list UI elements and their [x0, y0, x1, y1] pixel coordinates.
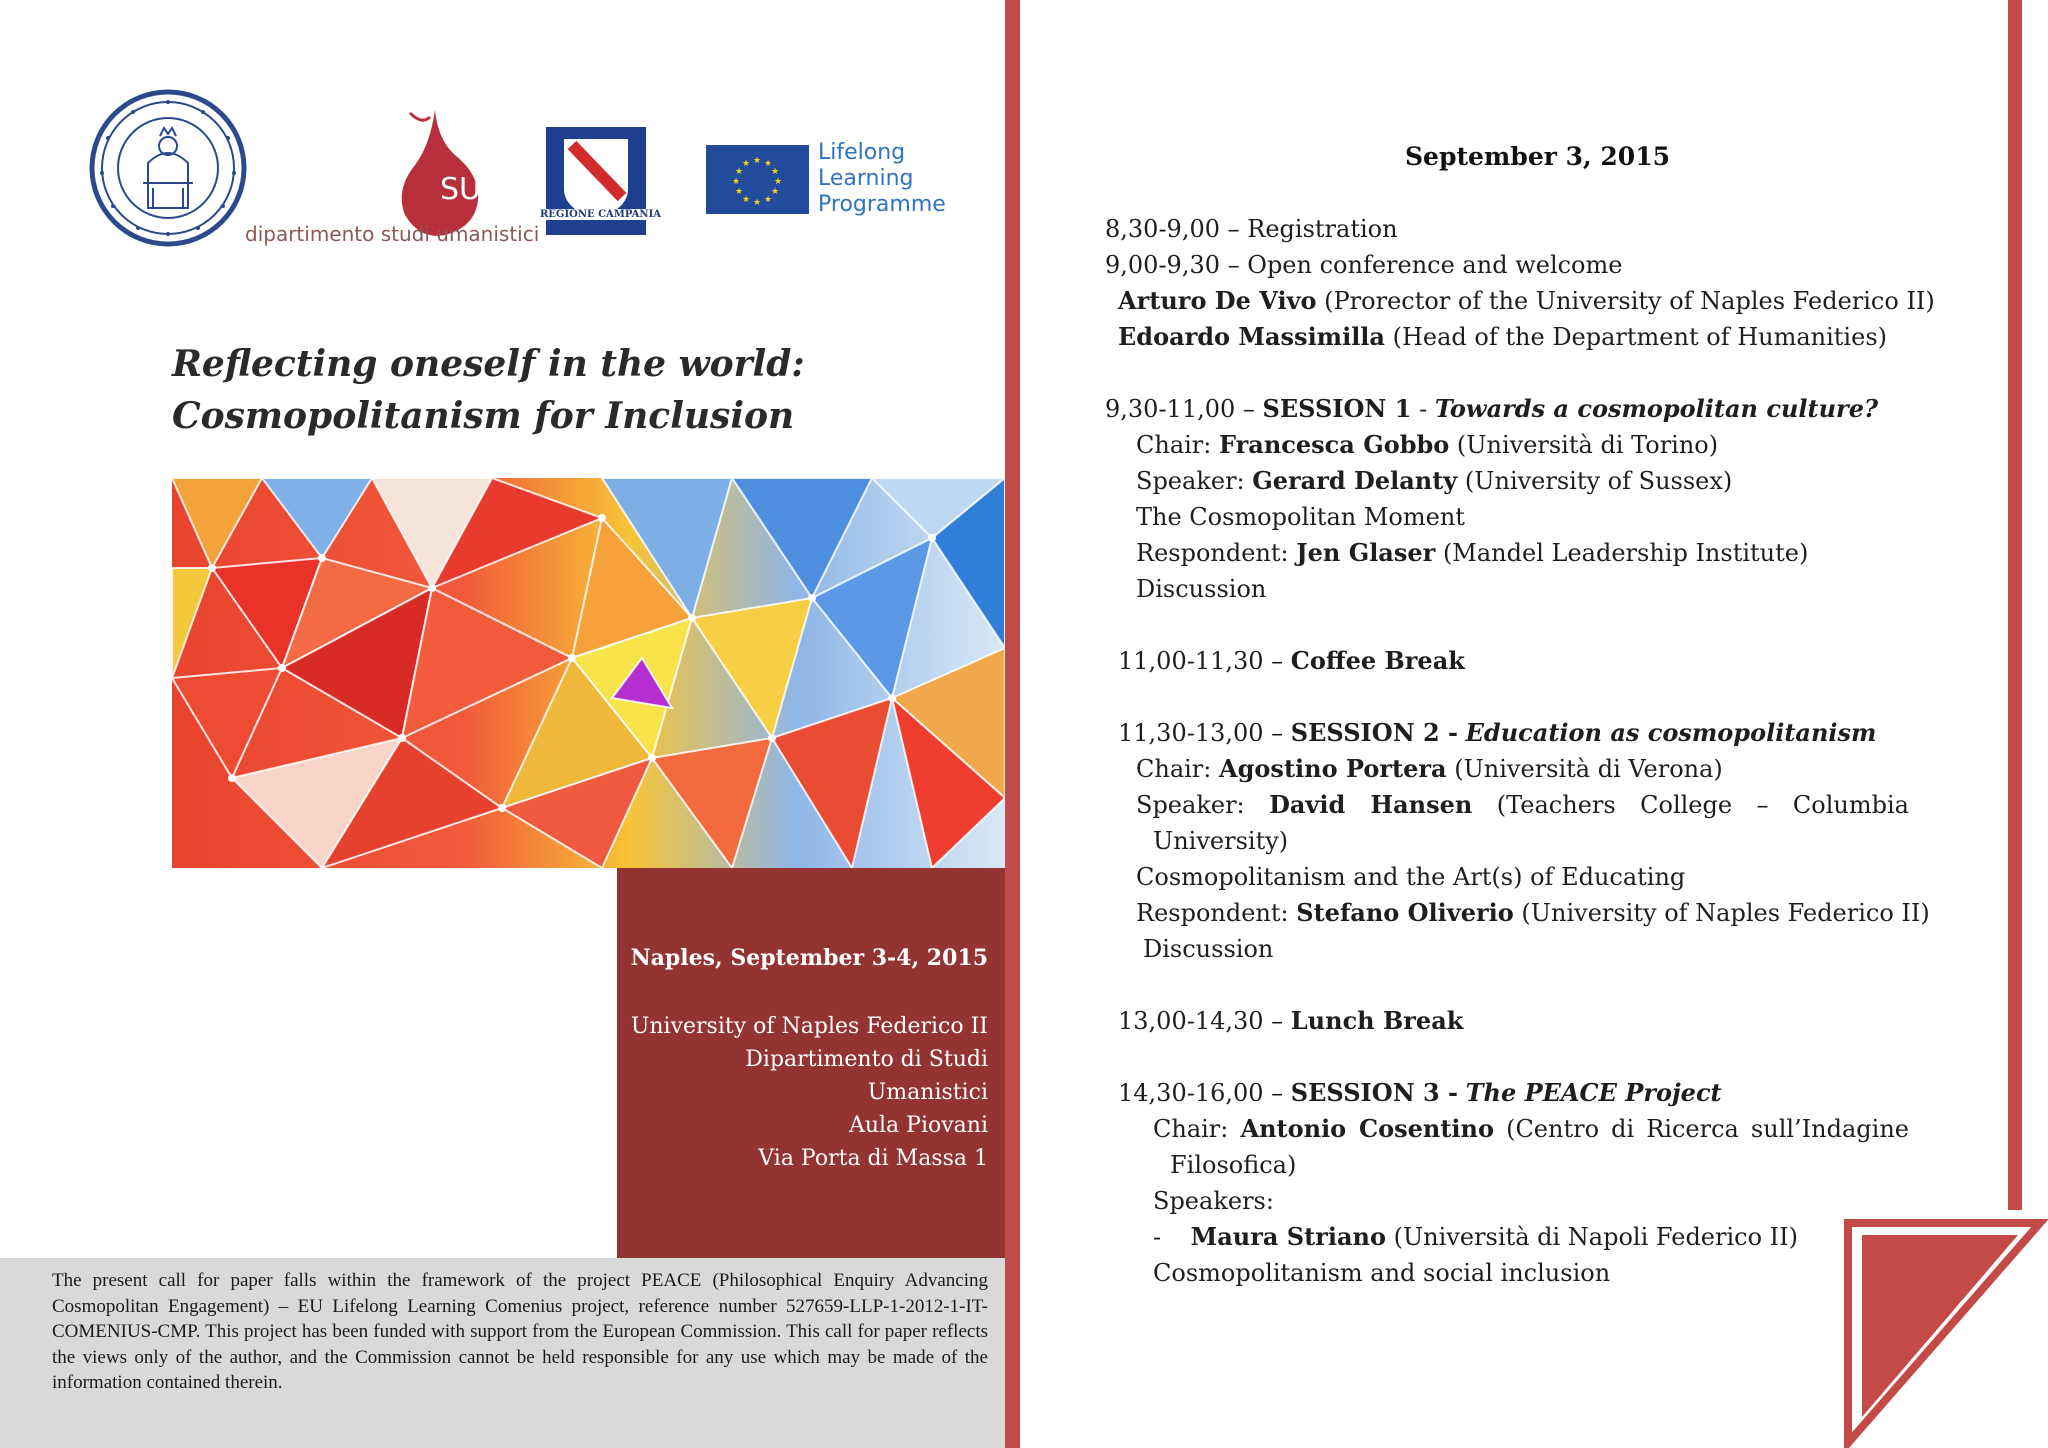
disclaimer-text: The present call for paper falls within the framework of the project PEACE (Philosophical Enquiry Advancing Cosmopolitan Engagement) – EU Lifelong Learning Comenius project, reference number 527659-LLP-1-2012-1-IT-COMENIUS-CMP. This project has been funded with support from the European Commission. This call for paper reflects the views only of the author, and the Commission cannot be held responsible for any use which may be made of the information contained therein. — [52, 1270, 988, 1393]
session-1-respondent: Respondent: Jen Glaser (Mandel Leadership Institute) — [1136, 538, 1809, 567]
geometric-polygon-image — [172, 478, 1005, 868]
svg-text:★: ★ — [773, 177, 783, 187]
title-line-2: Cosmopolitanism for Inclusion — [172, 395, 795, 437]
welcome-speaker-1: Arturo De Vivo (Prorector of the University of Naples Federico II) — [1118, 286, 1935, 315]
venue-address: University of Naples Federico II Dipartimento di Studi Umanistici Aula Piovani Via Porta di Massa 1 — [630, 1014, 988, 1171]
session-2-heading: 11,30-13,00 – SESSION 2 - Education as cosmopolitanism — [1118, 718, 1877, 747]
welcome-speaker-2: Edoardo Massimilla (Head of the Department of Humanities) — [1118, 322, 1887, 351]
eu-flag-logo — [706, 145, 809, 214]
programme-date: September 3, 2015 — [1405, 142, 1670, 171]
svg-text:★: ★ — [770, 187, 780, 197]
session-2-chair: Chair: Agostino Portera (Università di Verona) — [1136, 754, 1723, 783]
session-1-talk: The Cosmopolitan Moment — [1136, 503, 1465, 531]
svg-text:★: ★ — [770, 167, 780, 177]
session-2-speaker: Speaker: David Hansen (Teachers College – Columbia — [1136, 790, 1909, 819]
session-2-respondent: Respondent: Stefano Oliverio (University of Naples Federico II) — [1136, 898, 1930, 927]
session-3-speaker: - Maura Striano (Università di Napoli Federico II) — [1153, 1222, 1798, 1251]
event-date: Naples, September 3-4, 2015 — [630, 945, 988, 971]
session-2-discussion: Discussion — [1143, 935, 1274, 963]
session-2-talk: Cosmopolitanism and the Art(s) of Educating — [1136, 863, 1686, 891]
title-line-1: Reflecting oneself in the world: — [172, 343, 805, 385]
right-edge-band — [2008, 0, 2022, 1210]
svg-text:★: ★ — [763, 159, 773, 169]
session-1-heading: 9,30-11,00 – SESSION 1 - Towards a cosmopolitan culture? — [1105, 394, 1879, 423]
registration-row: 8,30-9,00 – Registration — [1105, 215, 1398, 243]
session-1-speaker: Speaker: Gerard Delanty (University of Sussex) — [1136, 466, 1733, 495]
conference-title — [172, 338, 952, 442]
svg-text:★: ★ — [752, 198, 762, 208]
session-3-chair-affiliation-cont: Filosofica) — [1170, 1151, 1297, 1179]
region-name: REGIONE CAMPANIA — [537, 209, 664, 220]
svg-text:★: ★ — [741, 195, 751, 205]
svg-text:★: ★ — [734, 167, 744, 177]
opening-row: 9,00-9,30 – Open conference and welcome — [1105, 251, 1623, 279]
svg-text:★: ★ — [731, 177, 741, 187]
svg-text:★: ★ — [741, 159, 751, 169]
session-1-discussion: Discussion — [1136, 575, 1267, 603]
page-divider — [1005, 0, 1020, 1448]
svg-text:★: ★ — [752, 156, 762, 166]
coffee-break-row: 11,00-11,30 – Coffee Break — [1118, 646, 1465, 675]
department-initials: SU — [440, 172, 482, 207]
department-name: dipartimento studi umanistici — [245, 222, 540, 246]
session-3-heading: 14,30-16,00 – SESSION 3 - The PEACE Project — [1118, 1078, 1722, 1107]
university-seal-logo — [88, 88, 248, 248]
session-3-chair: Chair: Antonio Cosentino (Centro di Ricerca sull’Indagine — [1153, 1114, 1909, 1143]
session-3-talk: Cosmopolitanism and social inclusion — [1153, 1259, 1611, 1287]
svg-text:★: ★ — [734, 187, 744, 197]
lifelong-learning-programme-text: Lifelong Learning Programme — [818, 140, 946, 217]
session-2-speaker-affiliation-cont: University) — [1153, 827, 1289, 855]
lunch-break-row: 13,00-14,30 – Lunch Break — [1118, 1006, 1464, 1035]
svg-text:★: ★ — [763, 195, 773, 205]
session-3-speakers-label: Speakers: — [1153, 1187, 1274, 1215]
session-1-chair: Chair: Francesca Gobbo (Università di Torino) — [1136, 430, 1719, 459]
